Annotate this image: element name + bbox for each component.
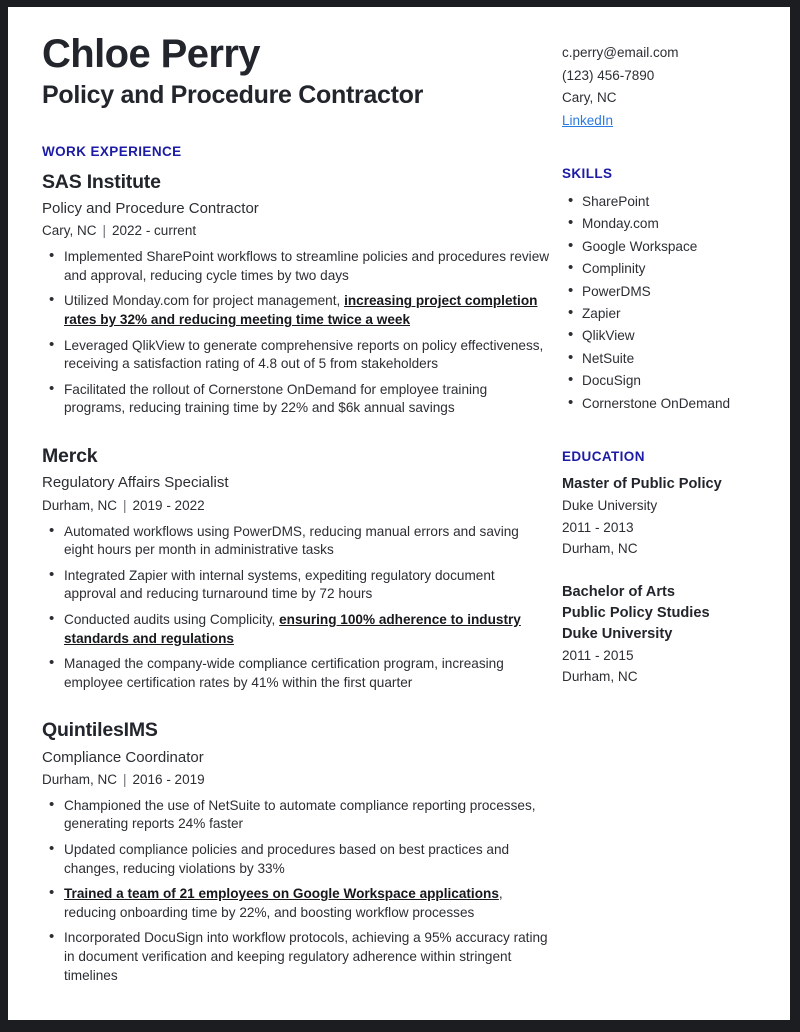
experience-role: Compliance Coordinator [42,748,204,766]
meta-separator: | [102,223,107,239]
skill-item: • Zapier [562,303,760,325]
education-heading: EDUCATION [562,449,645,465]
bullet-text: Implemented SharePoint workflows to streamline policies and procedures review and approval, reducing cycle times by two days [64,249,550,283]
skill-item: • NetSuite [562,348,760,370]
contact-block [562,33,760,132]
experience-dates: 2019 - 2022 [132,497,205,513]
bullet-text: Leveraged QlikView to generate comprehensive reports on policy effectiveness, receiving a satisfaction rating of 4.8 out of 5 from stakeholders [64,337,544,372]
experience-company: SAS Institute [42,170,161,193]
bullet-text: Facilitated the rollout of Cornerstone OnDemand for employee training programs, reducing training time by 22% and $6k annual savings [64,381,488,416]
experience-bullet [42,248,550,285]
meta-separator: | [123,771,127,787]
experience-company: QuintilesIMS [42,719,158,742]
candidate-headline: Policy and Procedure Contractor [42,81,424,109]
experience-bullet [42,337,550,374]
experience-bullet [42,797,550,834]
experience-role: Regulatory Affairs Specialist [42,474,229,492]
education-degree-line: Bachelor of Arts [562,583,675,600]
skill-item: • Monday.com [562,213,760,235]
experience-bullets [42,248,550,418]
experience-bullets [42,523,550,693]
experience-dates: 2016 - 2019 [132,771,205,787]
experience-meta [42,222,550,241]
experience-bullet [42,841,550,878]
experience-location: Durham, NC [42,771,118,787]
contact-phone: (123) 456-7890 [562,67,655,83]
resume-header [42,33,550,110]
education-detail-line: 2011 - 2013 [562,519,634,535]
linkedin-link[interactable]: LinkedIn [562,112,614,128]
bullet-text: , reducing onboarding time by 22%, and boosting workflow processes [64,886,503,920]
skill-item: • QlikView [562,325,760,347]
experience-bullet [42,655,550,692]
education-detail-line: 2011 - 2015 [562,647,634,663]
education-detail-line: Durham, NC [562,669,638,685]
experience-entry [42,718,550,985]
bullet-text: Utilized Monday.com for project management, [64,293,345,309]
bullet-text: Championed the use of NetSuite to automate compliance reporting processes, generating reports 24% faster [64,797,536,832]
skill-item: • DocuSign [562,370,760,392]
contact-location: Cary, NC [562,90,617,105]
education-degree-line: Master of Public Policy [562,476,722,493]
resume-page [8,7,790,1020]
main-column [42,33,550,992]
bullet-text: Automated workflows using PowerDMS, reducing manual errors and saving eight hours per month in administrative tasks [64,523,519,558]
experience-entry [42,170,550,418]
candidate-name: Chloe Perry [42,32,260,76]
bullet-text: Integrated Zapier with internal systems, expediting regulatory document approval and reducing turnaround time by 72 hours [64,567,495,602]
education-detail-line: Durham, NC [562,541,638,557]
experience-meta [42,771,550,790]
bullet-emphasis: Trained a team of 21 employees on Google Workspace applications [64,886,499,902]
experience-bullet [42,567,550,604]
experience-list [42,170,550,985]
education-entry [562,474,760,560]
bullet-emphasis: increasing project completion rates by 32% and reducing meeting time twice a week [64,293,538,328]
skill-item: • SharePoint [562,191,760,213]
experience-location: Cary, NC [42,223,97,239]
experience-bullets [42,797,550,985]
skills-heading: SKILLS [562,166,613,181]
experience-bullet [42,292,550,329]
experience-entry [42,444,550,692]
experience-bullet [42,381,550,418]
contact-email: c.perry@email.com [562,45,679,60]
skill-item: • Google Workspace [562,236,760,258]
experience-role: Policy and Procedure Contractor [42,200,259,218]
education-detail-line: Duke University [562,498,658,514]
bullet-text: Updated compliance policies and procedures based on best practices and changes, reducing violations by 33% [64,841,510,876]
education-list [562,474,760,688]
experience-bullet [42,885,550,922]
education-degree-line: Public Policy Studies [562,604,710,621]
work-experience-heading: WORK EXPERIENCE [42,143,182,159]
experience-dates: 2022 - current [112,223,197,239]
experience-meta [42,497,550,516]
experience-bullet [42,523,550,560]
bullet-text: Incorporated DocuSign into workflow protocols, achieving a 95% accuracy rating in document verification and keeping regulatory adherence within stringent timelines [64,930,548,983]
experience-bullet [42,611,550,648]
skills-list [562,191,760,415]
experience-location: Durham, NC [42,497,118,513]
bullet-text: Conducted audits using Complicity, [64,611,280,627]
experience-company: Merck [42,445,98,468]
education-entry [562,582,760,688]
bullet-emphasis: ensuring 100% adherence to industry standards and regulations [64,611,521,646]
meta-separator: | [123,497,127,513]
education-degree-line: Duke University [562,625,673,642]
skill-item: • PowerDMS [562,281,760,303]
sidebar-column [550,33,760,992]
bullet-text: Managed the company-wide compliance certification program, increasing employee certification rates by 41% within the first quarter [64,656,504,690]
experience-bullet [42,929,550,985]
skill-item: • Cornerstone OnDemand [562,393,760,415]
skill-item: • Complinity [562,258,760,280]
